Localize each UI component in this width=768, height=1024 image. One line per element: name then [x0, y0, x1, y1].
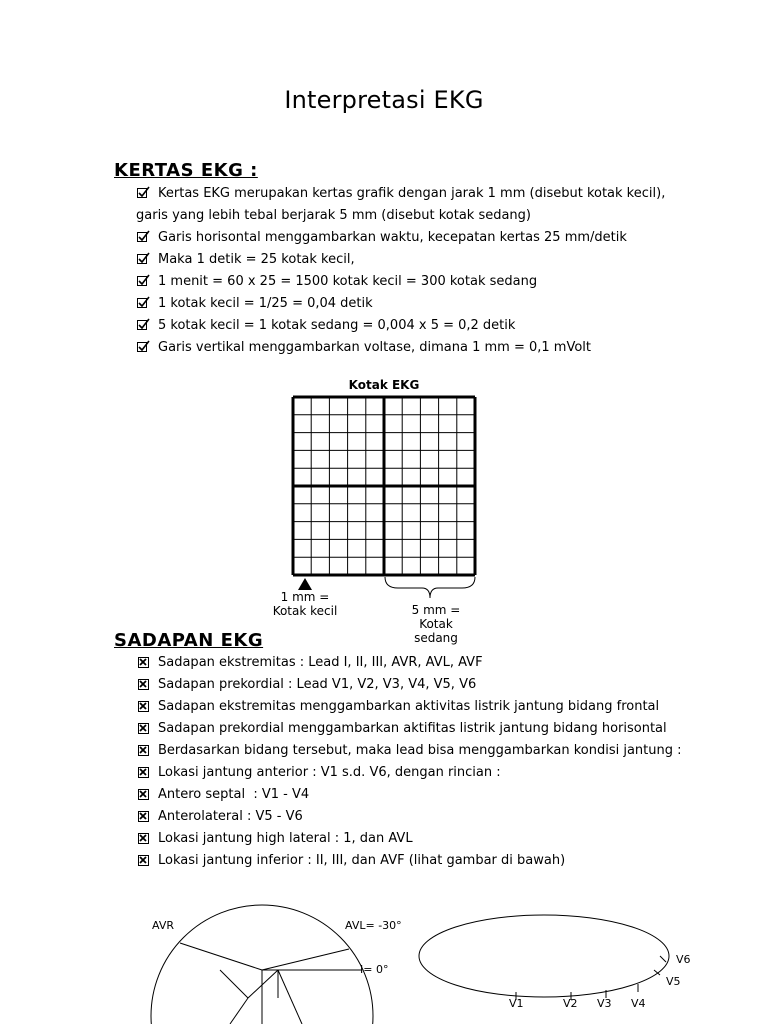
list-item	[136, 183, 698, 227]
list-item-text: Antero septal : V1 - V4	[158, 787, 310, 802]
x-checkbox-icon	[138, 657, 149, 668]
checked-checkbox-icon	[137, 298, 147, 308]
x-checkbox-icon	[138, 745, 149, 756]
list-item	[136, 762, 682, 784]
list-item-text: Sadapan prekordial : Lead V1, V2, V3, V4, V5, V6	[158, 677, 477, 692]
list-item-text: Berdasarkan bidang tersebut, maka lead bisa menggambarkan kondisi jantung :	[158, 743, 682, 758]
ekg-grid-diagram	[291, 395, 478, 578]
label-v4: V4	[631, 997, 646, 1010]
list-item	[136, 850, 682, 872]
grid-lines	[293, 397, 475, 575]
label-v2: V2	[563, 997, 578, 1010]
frontal-plane-diagram	[150, 888, 370, 1024]
x-checkbox-icon	[138, 789, 149, 800]
grid-title: Kotak EKG	[348, 378, 420, 392]
list-item-text: Lokasi jantung anterior : V1 s.d. V6, dengan rincian :	[158, 765, 501, 780]
label-v1: V1	[509, 997, 524, 1010]
list-item	[136, 249, 698, 271]
list-item-text: Anterolateral : V5 - V6	[158, 809, 303, 824]
list-item-text: Garis vertikal menggambarkan voltase, dimana 1 mm = 0,1 mVolt	[158, 340, 591, 355]
label-v6: V6	[676, 953, 691, 966]
x-checkbox-icon	[138, 811, 149, 822]
list-item-continuation: garis yang lebih tebal berjarak 5 mm (disebut kotak sedang)	[136, 208, 531, 223]
brace-icon	[384, 576, 476, 600]
kertas-list	[136, 183, 698, 359]
label-kotak-kecil	[262, 590, 348, 618]
checked-checkbox-icon	[137, 342, 147, 352]
section-heading-sadapan: SADAPAN EKG	[114, 630, 264, 651]
label-v3: V3	[597, 997, 612, 1010]
label-line: Kotak	[419, 617, 453, 631]
x-checkbox-icon	[138, 723, 149, 734]
label-line: 1 mm =	[280, 590, 330, 604]
list-item-text: Sadapan prekordial menggambarkan aktifitas listrik jantung bidang horisontal	[158, 721, 667, 736]
list-item	[136, 696, 682, 718]
label-line: sedang	[414, 631, 458, 645]
list-item	[136, 784, 682, 806]
x-checkbox-icon	[138, 833, 149, 844]
list-item	[136, 227, 698, 249]
sadapan-list	[136, 652, 682, 872]
checked-checkbox-icon	[137, 276, 147, 286]
checked-checkbox-icon	[137, 232, 147, 242]
list-item-text: 1 menit = 60 x 25 = 1500 kotak kecil = 300 kotak sedang	[158, 274, 538, 289]
x-checkbox-icon	[138, 679, 149, 690]
label-i: I= 0°	[360, 963, 389, 976]
list-item	[136, 337, 698, 359]
list-item	[136, 740, 682, 762]
x-checkbox-icon	[138, 767, 149, 778]
list-item-text: Garis horisontal menggambarkan waktu, kecepatan kertas 25 mm/detik	[158, 230, 627, 245]
list-item	[136, 652, 682, 674]
label-avl: AVL= -30°	[345, 919, 402, 932]
list-item	[136, 271, 698, 293]
list-item-text: Maka 1 detik = 25 kotak kecil,	[158, 252, 355, 267]
list-item	[136, 674, 682, 696]
label-avr: AVR	[152, 919, 174, 932]
list-item	[136, 718, 682, 740]
label-line: Kotak kecil	[272, 604, 338, 618]
list-item-text: Sadapan ekstremitas : Lead I, II, III, AVR, AVL, AVF	[158, 655, 483, 670]
x-checkbox-icon	[138, 855, 149, 866]
label-line: 5 mm =	[411, 603, 461, 617]
checked-checkbox-icon	[137, 254, 147, 264]
list-item	[136, 806, 682, 828]
label-kotak-sedang	[396, 603, 476, 645]
page-title: Interpretasi EKG	[284, 86, 484, 114]
list-item-text: Lokasi jantung inferior : II, III, dan AVF (lihat gambar di bawah)	[158, 853, 566, 868]
list-item-text: 5 kotak kecil = 1 kotak sedang = 0,004 x 5 = 0,2 detik	[158, 318, 516, 333]
triangle-up-icon	[298, 578, 312, 590]
list-item-text: Lokasi jantung high lateral : 1, dan AVL	[158, 831, 413, 846]
list-item	[136, 828, 682, 850]
list-item-text: Kertas EKG merupakan kertas grafik dengan jarak 1 mm (disebut kotak kecil),	[158, 186, 666, 201]
list-item	[136, 293, 698, 315]
list-item	[136, 315, 698, 337]
horizontal-plane-diagram	[416, 912, 676, 1002]
label-v5: V5	[666, 975, 681, 988]
list-item-text: 1 kotak kecil = 1/25 = 0,04 detik	[158, 296, 373, 311]
checked-checkbox-icon	[137, 320, 147, 330]
x-checkbox-icon	[138, 701, 149, 712]
list-item-text: Sadapan ekstremitas menggambarkan aktivitas listrik jantung bidang frontal	[158, 699, 660, 714]
section-heading-kertas: KERTAS EKG :	[114, 160, 258, 181]
checked-checkbox-icon	[137, 188, 147, 198]
